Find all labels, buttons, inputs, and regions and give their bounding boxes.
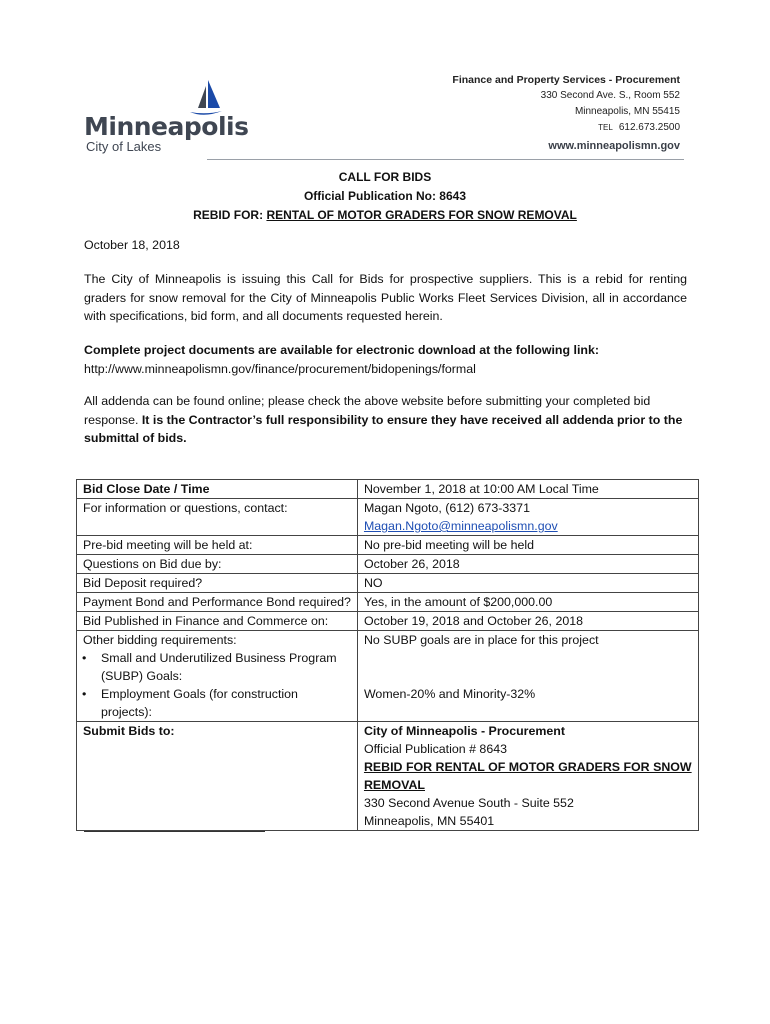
logo-wordmark: Minneapolis [84, 112, 249, 141]
bid-details-table [76, 479, 699, 831]
table-cell [357, 631, 698, 722]
rebid-prefix: REBID FOR: [193, 208, 267, 222]
published-value: October 19, 2018 and October 26, 2018 [363, 614, 584, 628]
city-logo [84, 78, 249, 158]
phone-label: TEL [598, 123, 613, 132]
questions-value: October 26, 2018 [363, 557, 460, 571]
header-divider [207, 159, 684, 160]
table-cell [77, 574, 358, 593]
prebid-value: No pre-bid meeting will be held [363, 538, 535, 552]
submit-org: City of Minneapolis - Procurement [363, 724, 565, 738]
table-cell [77, 612, 358, 631]
table-cell [357, 574, 698, 593]
phone-number: 612.673.2500 [618, 122, 680, 133]
address-street: 330 Second Ave. S., Room 552 [540, 90, 680, 101]
contact-name: Magan Ngoto, (612) 673-3371 [363, 501, 530, 515]
documents-link[interactable]: http://www.minneapolismn.gov/finance/procurement/bidopenings/formal [84, 361, 476, 376]
documents-heading: Complete project documents are available for electronic download at the following link: [84, 343, 599, 357]
table-row [77, 612, 699, 631]
submit-publication: Official Publication # 8643 [363, 742, 507, 756]
table-cell [357, 722, 698, 831]
table-row [77, 480, 699, 499]
table-cell [77, 480, 358, 499]
table-cell [357, 555, 698, 574]
cell-spacer [364, 667, 692, 685]
deposit-label: Bid Deposit required? [83, 576, 203, 590]
bid-close-label: Bid Close Date / Time [83, 482, 210, 496]
rebid-subject: RENTAL OF MOTOR GRADERS FOR SNOW REMOVAL [266, 208, 577, 222]
department-address [452, 72, 680, 136]
table-row [77, 536, 699, 555]
prebid-label: Pre-bid meeting will be held at: [83, 538, 253, 552]
table-cell [77, 593, 358, 612]
addenda-warning: It is the Contractor’s full responsibility to ensure they have received all addenda prior to the submittal of bids. [84, 412, 683, 445]
other-requirements-label: Other bidding requirements: [83, 633, 237, 647]
documents-paragraph [84, 341, 687, 378]
table-cell [357, 499, 698, 536]
submit-subject-line-1: REBID FOR RENTAL OF MOTOR GRADERS FOR SNOW [363, 760, 692, 774]
logo-tagline: City of Lakes [86, 139, 162, 154]
table-cell [77, 555, 358, 574]
submit-subject-line-2: REMOVAL [363, 778, 425, 792]
subp-label-line-1: • Small and Underutilized Business Program [101, 651, 337, 665]
submit-street: 330 Second Avenue South - Suite 552 [363, 796, 574, 810]
table-row [77, 499, 699, 536]
bid-close-value: November 1, 2018 at 10:00 AM Local Time [363, 482, 599, 496]
submit-city: Minneapolis, MN 55401 [363, 814, 495, 828]
submit-label: Submit Bids to: [83, 724, 175, 738]
table-cell [357, 593, 698, 612]
deposit-value: NO [363, 576, 383, 590]
addenda-text: All addenda can be found online; please check the above website before submitting your completed bid response. [84, 394, 651, 427]
subp-value: No SUBP goals are in place for this project [363, 633, 599, 647]
table-cell [77, 722, 358, 831]
employment-label: • Employment Goals (for construction projects): [101, 687, 298, 719]
address-phone [452, 120, 680, 136]
publication-number: Official Publication No: 8643 [303, 189, 467, 203]
table-cell [77, 536, 358, 555]
subp-bullet [83, 649, 351, 685]
table-row [77, 574, 699, 593]
footnote-divider [84, 831, 265, 832]
cell-spacer [364, 649, 692, 667]
call-for-bids-title: CALL FOR BIDS [338, 170, 432, 184]
table-cell [357, 480, 698, 499]
table-cell [357, 612, 698, 631]
contact-label: For information or questions, contact: [83, 501, 288, 515]
table-row [77, 631, 699, 722]
table-row [77, 722, 699, 831]
published-label: Bid Published in Finance and Commerce on: [83, 614, 329, 628]
bond-value: Yes, in the amount of $200,000.00 [363, 595, 553, 609]
contact-email-link[interactable]: Magan.Ngoto@minneapolismn.gov [363, 519, 558, 533]
employment-value: Women-20% and Minority-32% [363, 687, 536, 701]
questions-label: Questions on Bid due by: [83, 557, 222, 571]
table-row [77, 593, 699, 612]
employment-bullet [83, 685, 351, 721]
table-cell [77, 499, 358, 536]
table-row [77, 555, 699, 574]
table-cell [77, 631, 358, 722]
department-name: Finance and Property Services - Procurement [452, 74, 680, 86]
intro-paragraph: The City of Minneapolis is issuing this Call for Bids for prospective suppliers. This is a rebid for renting graders for snow removal for the City of Minneapolis Public Works Fleet Services Division, all in accordance with specifications, bid form, and all documents requested herein. [84, 272, 687, 323]
subp-label-line-2: (SUBP) Goals: [101, 669, 183, 683]
rebid-title [0, 206, 770, 225]
table-cell [357, 536, 698, 555]
addenda-paragraph [84, 392, 687, 448]
website-link[interactable]: www.minneapolismn.gov [548, 140, 680, 152]
issue-date: October 18, 2018 [84, 238, 180, 252]
bond-label: Payment Bond and Performance Bond required? [83, 595, 351, 609]
document-titles [0, 168, 770, 225]
address-city: Minneapolis, MN 55415 [574, 106, 680, 117]
